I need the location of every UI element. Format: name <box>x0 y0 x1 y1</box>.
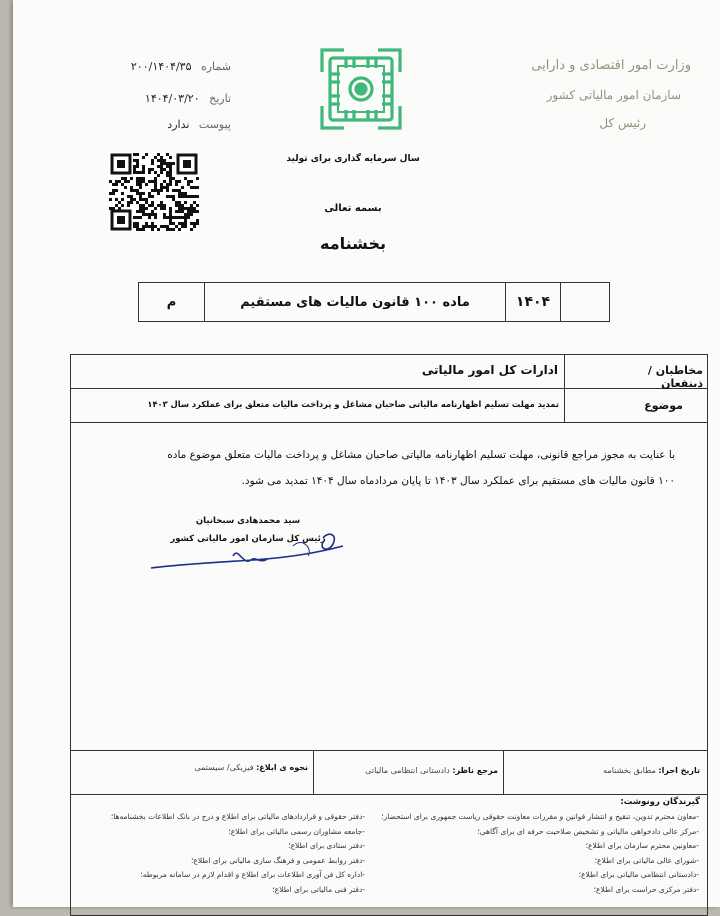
subject-value: تمدید مهلت تسلیم اظهارنامه مالیاتی صاحبان مشاغل و پرداخت مالیات متعلق برای عملکرد سال ۱۴۰۳ <box>147 399 559 409</box>
cc-item: -دادستانی انتظامی مالیاتی برای اطلاع؛ <box>578 870 699 879</box>
code-cell-4 <box>561 283 609 321</box>
cc-item: -اداره کل فن آوری اطلاعات برای اطلاع و اقدام لازم در سامانه مربوطه؛ <box>140 870 365 879</box>
cc-item: -شورای عالی مالیاتی برای اطلاع؛ <box>594 855 699 865</box>
cc-item: -دفتر حقوقی و قراردادهای مالیاتی برای اطلاع و درج در بانک اطلاعات بخشنامه‌ها؛ <box>110 812 365 821</box>
org-line-2: سازمان امور مالیاتی کشور <box>546 88 681 102</box>
circular-code-table <box>138 282 610 322</box>
code-cell-year: ۱۴۰۴ <box>515 294 551 310</box>
cc-list-left <box>73 810 365 897</box>
cc-item: -دفتر مرکزی حراست برای اطلاع؛ <box>593 884 699 894</box>
cc-title: گیرندگان رونوشت: <box>620 797 700 807</box>
subject-label: موضوع <box>644 399 683 412</box>
cc-item: -معاون محترم تدوین، تنقیح و انتشار قوانین و مقررات معاونت حقوقی ریاست جمهوری برای استحضار؛ <box>381 812 699 821</box>
tax-organization-logo-icon <box>320 48 402 130</box>
circular-body <box>83 442 675 494</box>
recipients-label: مخاطبان / ذینفعان <box>647 364 703 390</box>
cc-list-right <box>373 810 699 897</box>
notification-method: نحوه ی ابلاغ: فیزیکی/ سیستمی <box>194 763 308 772</box>
basmala: بسمه تعالی <box>324 203 382 214</box>
recipients-value: ادارات کل امور مالیاتی <box>421 363 558 377</box>
signer-title: رئیس کل سازمان امور مالیاتی کشور <box>170 534 326 544</box>
body-line-2: ۱۰۰ قانون مالیات های مستقیم برای عملکرد سال ۱۴۰۳ تا پایان مردادماه سال ۱۴۰۴ تمدید می شود. <box>241 475 675 487</box>
document-type-title: بخشنامه <box>320 234 386 253</box>
cc-item: -معاونین محترم سازمان برای اطلاع؛ <box>585 841 699 850</box>
cc-item: -دفتر فنی مالیاتی برای اطلاع؛ <box>272 884 365 894</box>
execution-date: تاریخ اجرا: مطابق بخشنامه <box>603 766 700 775</box>
supervisor-authority: مرجع ناظر: دادستانی انتظامی مالیاتی <box>365 766 498 775</box>
letter-attachment: پیوست ندارد <box>167 118 231 131</box>
code-cell-article: ماده ۱۰۰ قانون مالیات های مستقیم <box>240 294 470 310</box>
cc-item: -جامعه مشاوران رسمی مالیاتی برای اطلاع؛ <box>228 826 365 836</box>
org-line-1: وزارت امور اقتصادی و دارایی <box>531 58 691 73</box>
letter-number: شماره ۲۰۰/۱۴۰۴/۳۵ <box>130 60 231 73</box>
signer-name: سید محمدهادی سبحانیان <box>195 516 301 526</box>
qr-code-icon <box>109 152 199 232</box>
signature-mark-icon <box>143 526 363 576</box>
cc-item: -دفتر روابط عمومی و فرهنگ سازی مالیاتی برای اطلاع؛ <box>191 855 365 865</box>
code-cell-series: م <box>166 294 177 310</box>
body-line-1: با عنایت به مجوز مراجع قانونی، مهلت تسلیم اظهارنامه مالیاتی صاحبان مشاغل و پرداخت مالیات متعلق موضوع ماده <box>167 449 675 461</box>
cc-item: -دفتر ستادی برای اطلاع؛ <box>288 841 365 850</box>
document-page <box>13 0 720 907</box>
year-slogan: سال سرمایه گذاری برای تولید <box>286 154 420 164</box>
cc-item: -مرکز عالی دادخواهی مالیاتی و تشخیص صلاحیت حرفه ای برای آگاهی؛ <box>477 826 699 836</box>
letter-date: تاریخ ۱۴۰۴/۰۳/۲۰ <box>144 92 231 105</box>
org-line-3: رئیس کل <box>599 116 646 130</box>
